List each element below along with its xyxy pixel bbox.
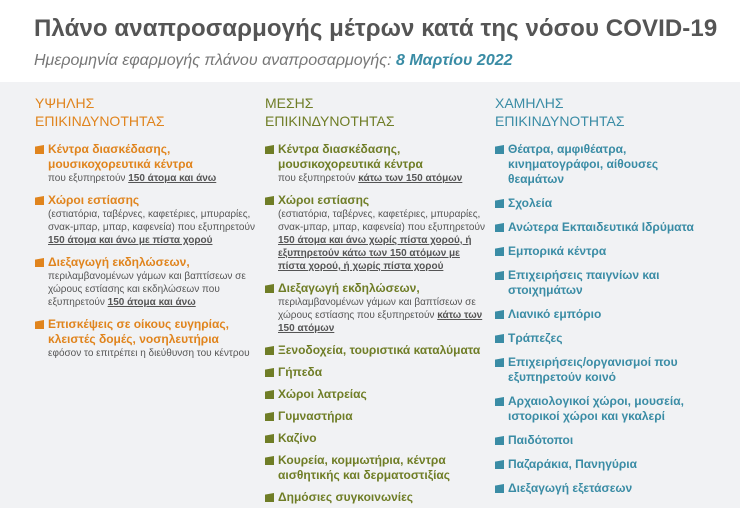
list-item: Δημόσιες συγκοινωνίες	[265, 490, 485, 505]
high-risk-heading: ΥΨΗΛΗΣ ΕΠΙΚΙΝΔΥΝΟΤΗΤΑΣ	[35, 95, 165, 129]
list-item: Επιχειρήσεις παιγνίων και στοιχημάτων	[495, 268, 715, 298]
list-item: Λιανικό εμπόριο	[495, 307, 715, 322]
list-item: Παιδότοποι	[495, 433, 715, 448]
list-item: Καζίνο	[265, 431, 485, 446]
list-item: Παζαράκια, Πανηγύρια	[495, 457, 715, 472]
bullet-icon	[265, 368, 274, 377]
list-item: Διεξαγωγή εκδηλώσεων, περιλαμβανομένων γάμων και βαπτίσεων σε χώρους εστίασης που εξυπηρετούν κάτω των 150 ατόμων	[265, 281, 485, 335]
list-item: Ξενοδοχεία, τουριστικά καταλύματα	[265, 343, 485, 358]
bullet-icon	[495, 334, 504, 343]
bullet-icon	[265, 493, 274, 502]
bullet-icon	[265, 456, 274, 465]
low-risk-column	[495, 94, 715, 505]
bullet-icon	[495, 358, 504, 367]
list-item: Κουρεία, κομμωτήρια, κέντρα αισθητικής και δερματοστιξίας	[265, 453, 485, 483]
page-title: Πλάνο αναπροσαρμογής μέτρων κατά της νόσου COVID-19	[34, 15, 718, 42]
bullet-icon	[265, 412, 274, 421]
bullet-icon	[495, 460, 504, 469]
bullet-icon	[265, 346, 274, 355]
bullet-icon	[495, 271, 504, 280]
bullet-icon	[495, 199, 504, 208]
list-item: Τράπεζες	[495, 331, 715, 346]
list-item: Χώροι λατρείας	[265, 387, 485, 402]
medium-risk-column	[265, 94, 485, 512]
bullet-icon	[35, 258, 44, 267]
effective-date: 8 Μαρτίου 2022	[395, 52, 513, 69]
high-risk-column	[35, 94, 257, 368]
list-item: Διεξαγωγή εξετάσεων	[495, 481, 715, 496]
bullet-icon	[265, 284, 274, 293]
bullet-icon	[495, 484, 504, 493]
list-item: Σχολεία	[495, 196, 715, 211]
bullet-icon	[495, 223, 504, 232]
list-item: Κέντρα διασκέδασης, μουσικοχορευτικά κέντρα που εξυπηρετούν 150 άτομα και άνω	[35, 142, 257, 185]
bullet-icon	[35, 196, 44, 205]
list-item: Χώροι εστίασης (εστιατόρια, ταβέρνες, καφετέριες, μπυραρίες, σνακ-μπαρ, μπαρ, καφενεία) που εξυπηρετούν 150 άτομα και άνω με πίστα χορού	[35, 193, 257, 247]
medium-risk-heading: ΜΕΣΗΣ ΕΠΙΚΙΝΔΥΝΟΤΗΤΑΣ	[265, 95, 395, 129]
page-subtitle	[34, 52, 513, 70]
bullet-icon	[265, 196, 274, 205]
list-item: Επιχειρήσεις/οργανισμοί που εξυπηρετούν κοινό	[495, 355, 715, 385]
bullet-icon	[495, 247, 504, 256]
bullet-icon	[35, 320, 44, 329]
subtitle-label: Ημερομηνία εφαρμογής πλάνου αναπροσαρμογής:	[34, 52, 396, 69]
list-item: Γήπεδα	[265, 365, 485, 380]
bullet-icon	[265, 434, 274, 443]
bullet-icon	[495, 397, 504, 406]
list-item: Χώροι εστίασης (εστιατόρια, ταβέρνες, καφετέριες, μπυραρίες, σνακ-μπαρ, μπαρ, καφενεία) που εξυπηρετούν 150 άτομα και άνω χωρίς πίστα χορού, ή εξυπηρετούν κάτω των 150 ατόμων με πίστα χορού, ή χωρίς πίστα χορού	[265, 193, 485, 273]
bullet-icon	[265, 145, 274, 154]
page-header	[0, 0, 740, 82]
bullet-icon	[495, 436, 504, 445]
bullet-icon	[495, 145, 504, 154]
list-item: Κέντρα διασκέδασης, μουσικοχορευτικά κέντρα που εξυπηρετούν κάτω των 150 ατόμων	[265, 142, 485, 185]
list-item: Εμπορικά κέντρα	[495, 244, 715, 259]
low-risk-heading: ΧΑΜΗΛΗΣ ΕΠΙΚΙΝΔΥΝΟΤΗΤΑΣ	[495, 95, 625, 129]
list-item: Αρχαιολογικοί χώροι, μουσεία, ιστορικοί χώροι και γκαλερί	[495, 394, 715, 424]
bullet-icon	[265, 390, 274, 399]
list-item: Ανώτερα Εκπαιδευτικά Ιδρύματα	[495, 220, 715, 235]
bullet-icon	[495, 310, 504, 319]
risk-levels-panel	[0, 82, 740, 508]
bullet-icon	[35, 145, 44, 154]
list-item: Θέατρα, αμφιθέατρα, κινηματογράφοι, αίθουσες θεαμάτων	[495, 142, 715, 187]
list-item: Επισκέψεις σε οίκους ευγηρίας, κλειστές δομές, νοσηλευτήρια εφόσον το επιτρέπει η διεύθυνση του κέντρου	[35, 317, 257, 360]
list-item: Διεξαγωγή εκδηλώσεων, περιλαμβανομένων γάμων και βαπτίσεων σε χώρους εστίασης και εκδηλώσεων που εξυπηρετούν 150 άτομα και άνω	[35, 255, 257, 309]
list-item: Γυμναστήρια	[265, 409, 485, 424]
